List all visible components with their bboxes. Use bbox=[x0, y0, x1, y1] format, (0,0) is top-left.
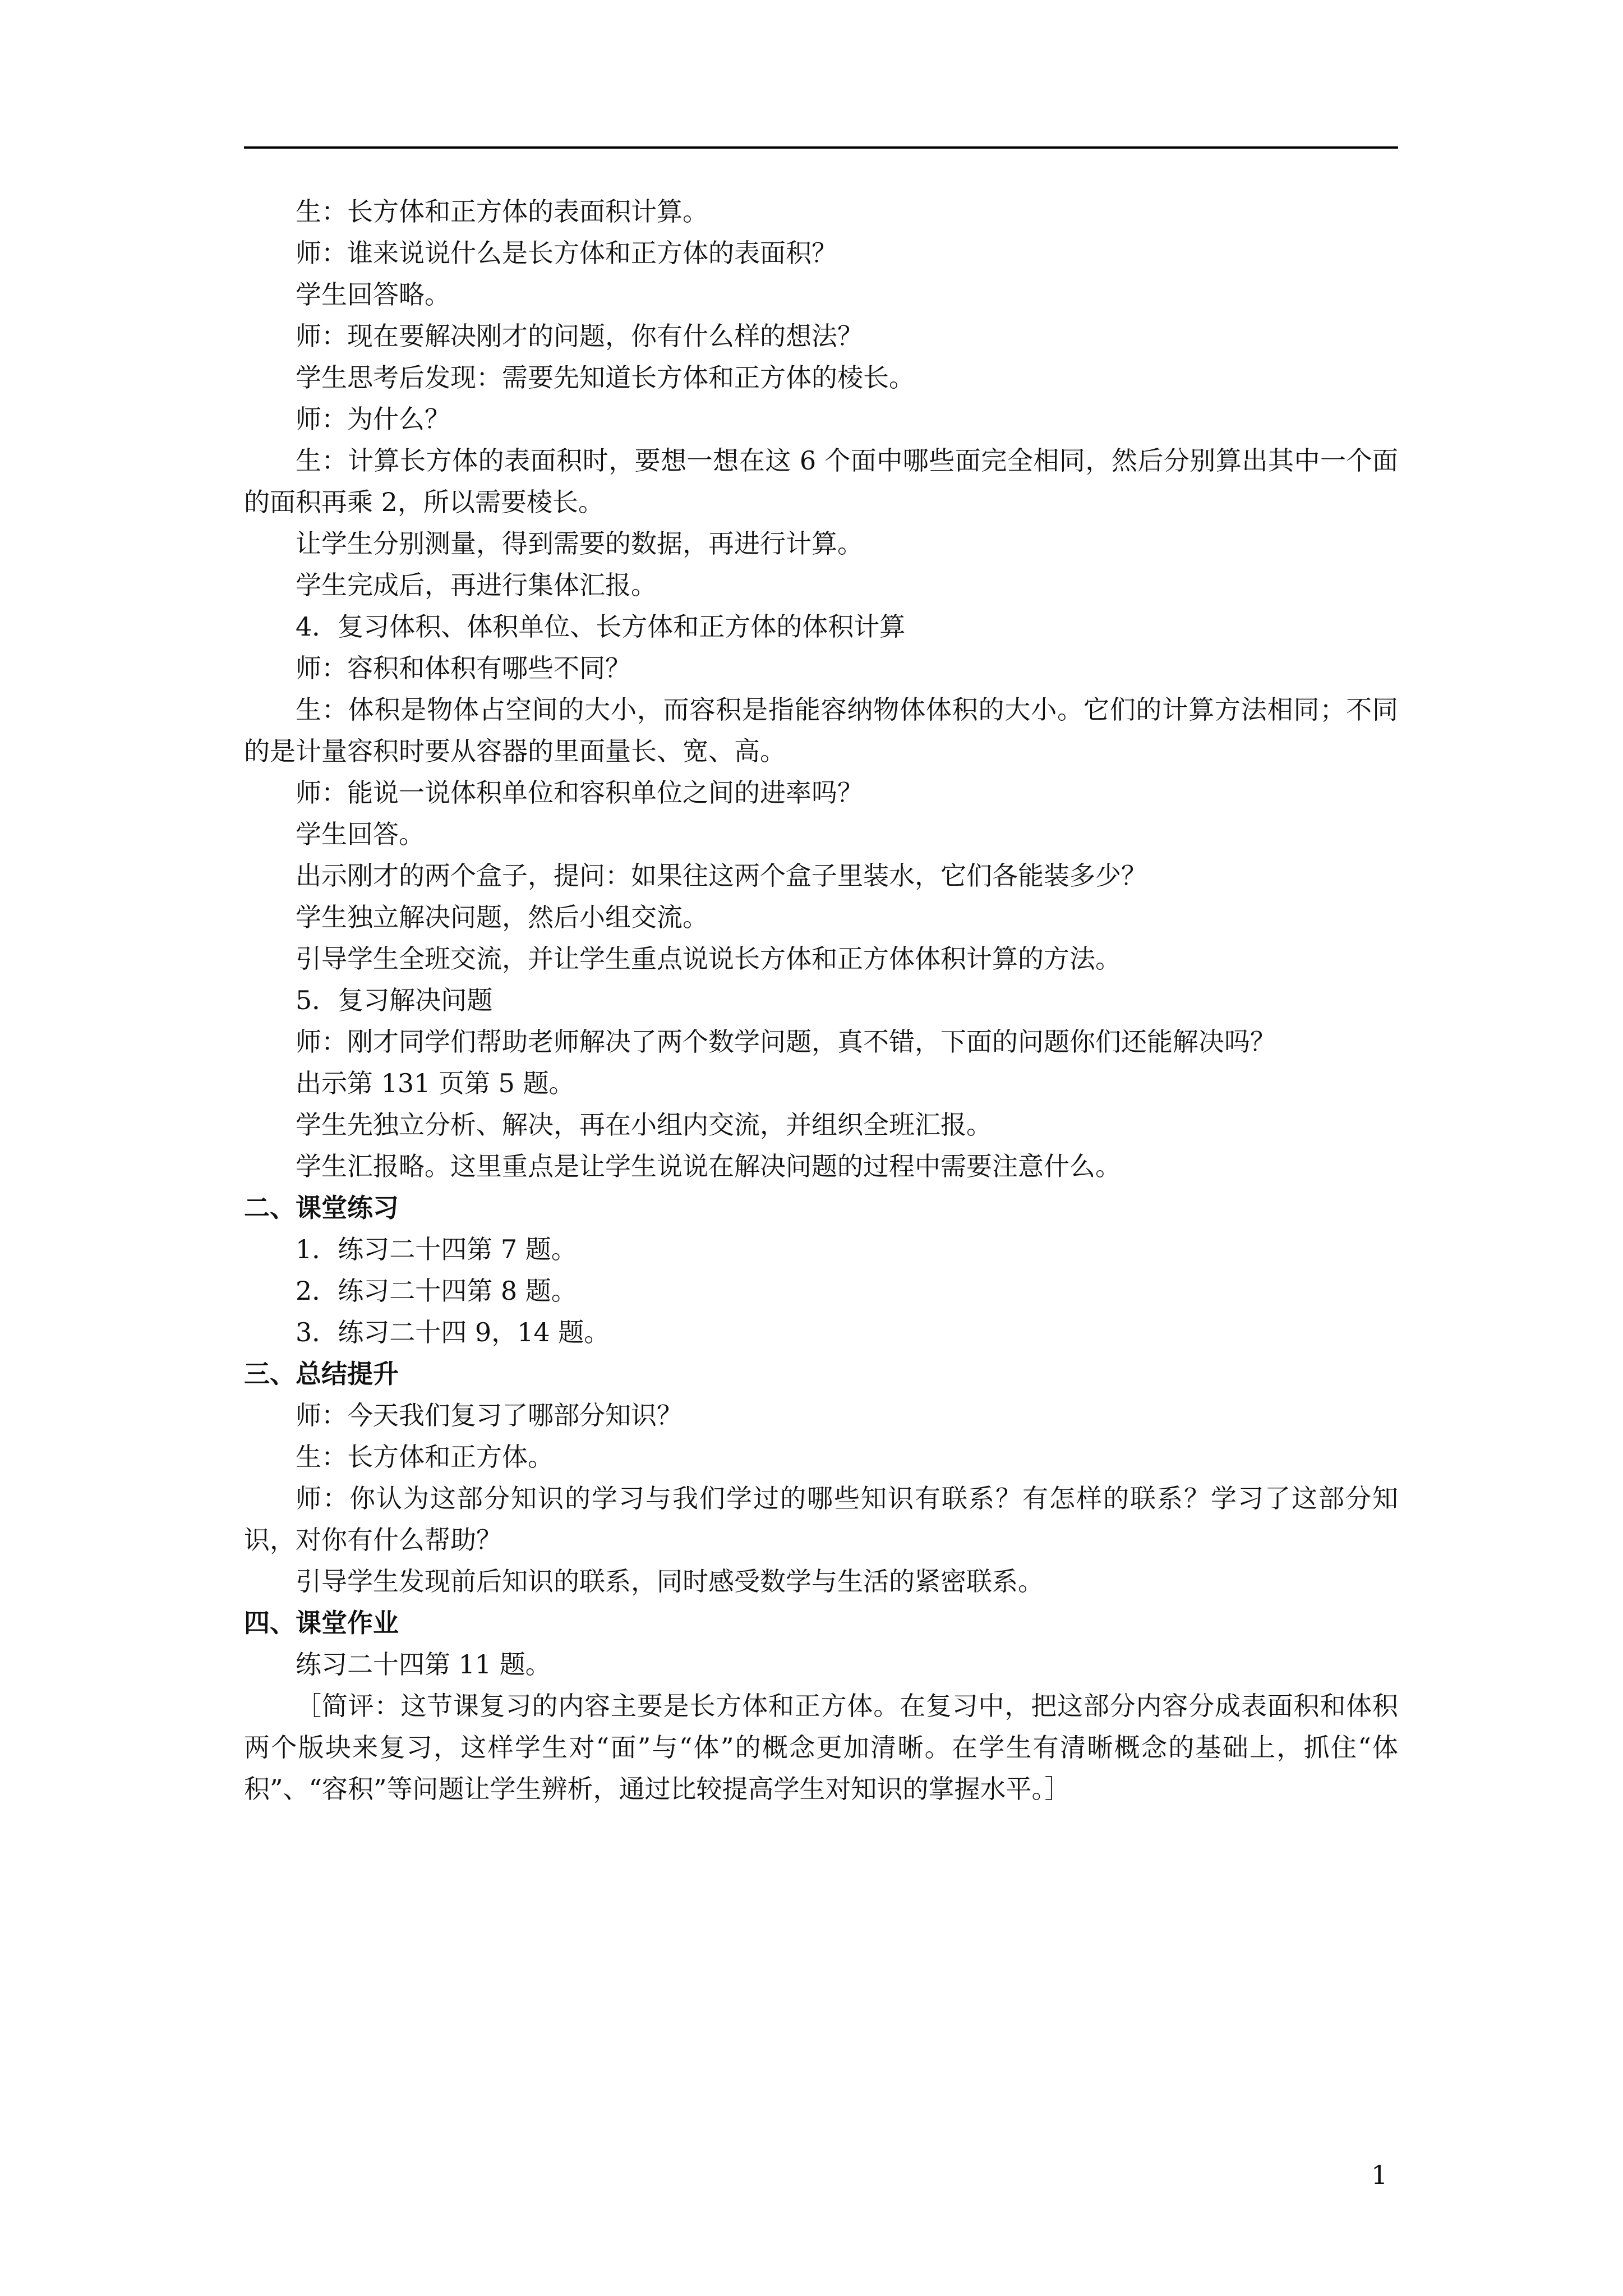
paragraph: 师：谁来说说什么是长方体和正方体的表面积？ bbox=[296, 238, 837, 268]
paragraph: 学生回答。 bbox=[296, 819, 425, 849]
paragraph: 引导学生全班交流，并让学生重点说说长方体和正方体体积计算的方法。 bbox=[296, 944, 1121, 974]
paragraph: 学生思考后发现：需要先知道长方体和正方体的棱长。 bbox=[296, 362, 915, 393]
paragraph: 生：长方体和正方体。 bbox=[296, 1442, 554, 1472]
paragraph: 让学生分别测量，得到需要的数据，再进行计算。 bbox=[296, 528, 863, 559]
paragraph: 1．练习二十四第 7 题。 bbox=[296, 1234, 577, 1264]
paragraph: 师：现在要解决刚才的问题，你有什么样的想法？ bbox=[296, 321, 863, 351]
section-heading: 三、总结提升 bbox=[244, 1359, 399, 1389]
paragraph: 学生先独立分析、解决，再在小组内交流，并组织全班汇报。 bbox=[296, 1110, 992, 1140]
paragraph: 3．练习二十四 9，14 题。 bbox=[296, 1317, 610, 1347]
paragraph: 2．练习二十四第 8 题。 bbox=[296, 1276, 577, 1306]
document-body bbox=[244, 191, 1398, 1810]
section-heading: 四、课堂作业 bbox=[244, 1608, 399, 1638]
paragraph: 生：长方体和正方体的表面积计算。 bbox=[296, 196, 708, 227]
paragraph: 练习二十四第 11 题。 bbox=[296, 1649, 551, 1680]
paragraph: 学生回答略。 bbox=[296, 279, 450, 310]
paragraph: 学生汇报略。这里重点是让学生说说在解决问题的过程中需要注意什么。 bbox=[296, 1151, 1121, 1181]
paragraph: 师：刚才同学们帮助老师解决了两个数学问题，真不错，下面的问题你们还能解决吗？ bbox=[296, 1027, 1276, 1057]
section-heading: 二、课堂练习 bbox=[244, 1193, 399, 1223]
paragraph: 师：能说一说体积单位和容积单位之间的进率吗？ bbox=[296, 777, 863, 808]
header-rule bbox=[244, 146, 1398, 149]
paragraph: 4．复习体积、体积单位、长方体和正方体的体积计算 bbox=[296, 611, 906, 642]
paragraph: 引导学生发现前后知识的联系，同时感受数学与生活的紧密联系。 bbox=[296, 1566, 1044, 1596]
paragraph: 出示刚才的两个盒子，提问：如果往这两个盒子里装水，它们各能装多少？ bbox=[296, 861, 1147, 891]
paragraph: 生：体积是物体占空间的大小，而容积是指能容纳物体体积的大小。它们的计算方法相同；不同的是计量容积时要从容器的里面量长、宽、高。 bbox=[244, 694, 1398, 766]
page-number: 1 bbox=[1371, 2160, 1388, 2190]
paragraph: 学生独立解决问题，然后小组交流。 bbox=[296, 902, 708, 932]
paragraph: 生：计算长方体的表面积时，要想一想在这 6 个面中哪些面完全相同，然后分别算出其中一个面的面积再乘 2，所以需要棱长。 bbox=[244, 445, 1398, 517]
paragraph: 师：今天我们复习了哪部分知识？ bbox=[296, 1400, 683, 1430]
paragraph: 学生完成后，再进行集体汇报。 bbox=[296, 570, 657, 600]
paragraph: 师：容积和体积有哪些不同？ bbox=[296, 653, 631, 683]
paragraph: 5．复习解决问题 bbox=[296, 985, 493, 1015]
paragraph: 师：为什么？ bbox=[296, 404, 450, 434]
paragraph: ［简评：这节课复习的内容主要是长方体和正方体。在复习中，把这部分内容分成表面积和体积两个版块来复习，这样学生对“面”与“体”的概念更加清晰。在学生有清晰概念的基础上，抓住“体积”、“容积”等问题让学生辨析，通过比较提高学生对知识的掌握水平。］ bbox=[244, 1691, 1398, 1804]
paragraph: 出示第 131 页第 5 题。 bbox=[296, 1068, 575, 1098]
paragraph: 师：你认为这部分知识的学习与我们学过的哪些知识有联系？有怎样的联系？学习了这部分知识，对你有什么帮助？ bbox=[244, 1483, 1398, 1555]
